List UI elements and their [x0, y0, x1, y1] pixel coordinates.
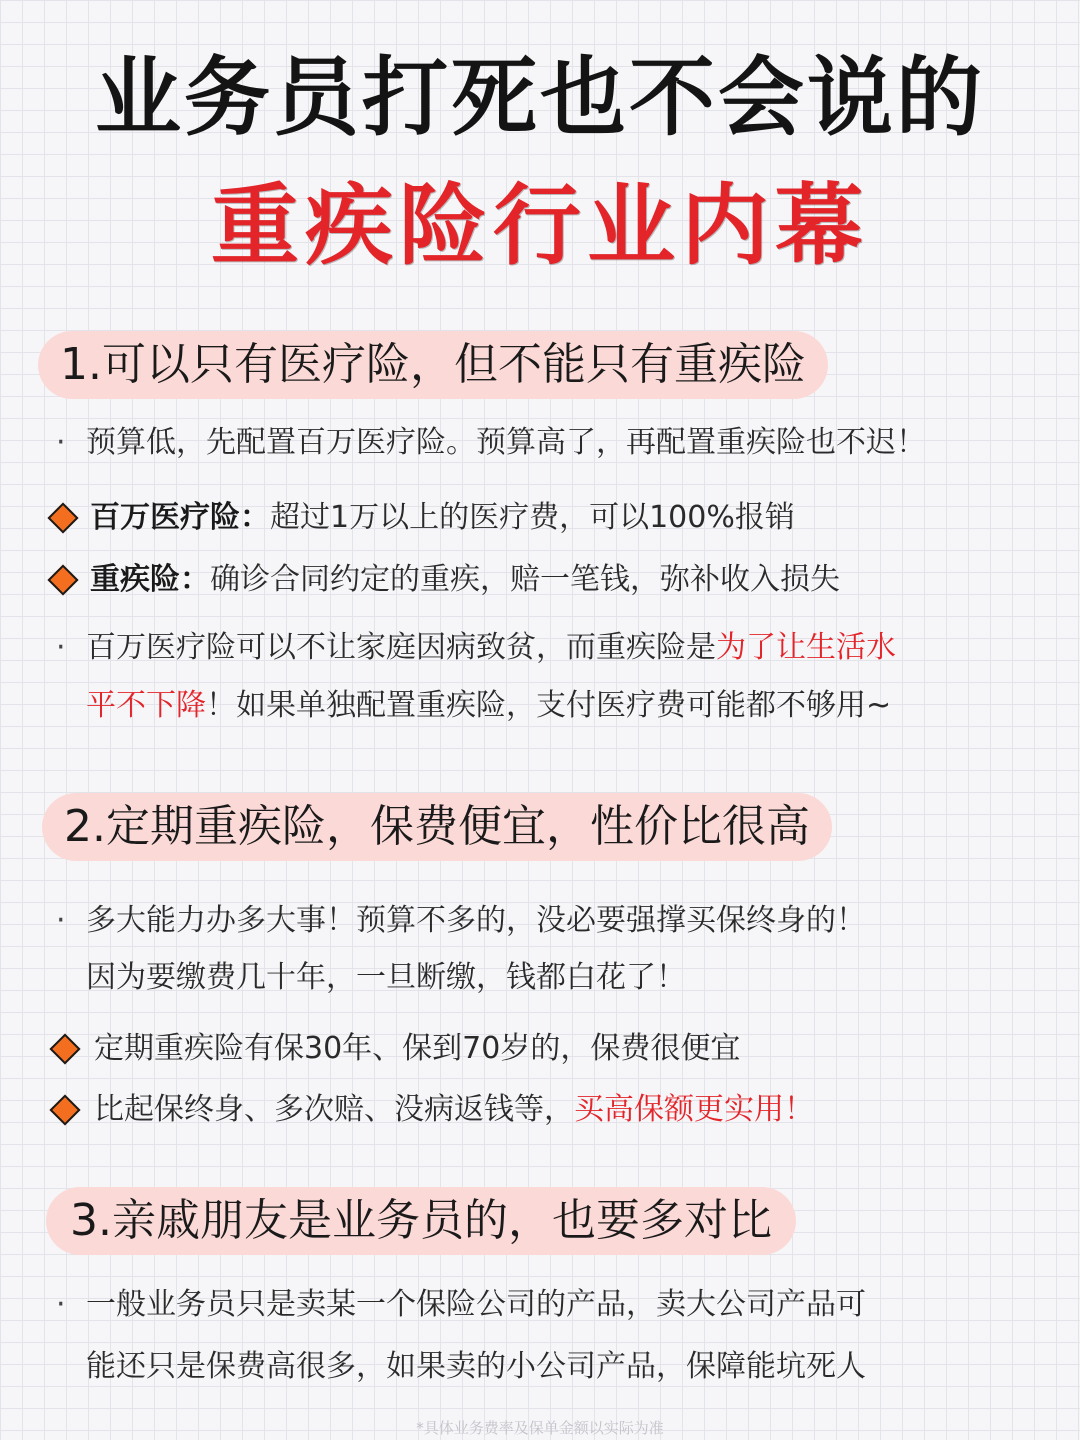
bullet-dot-icon: ·: [56, 630, 66, 665]
page-subtitle: 重疾险行业内幕: [210, 174, 869, 277]
section-1-bullet-2-line-1: [86, 626, 896, 670]
section-1-bullet-2-line-2: [86, 684, 891, 728]
footnote: *具体业务费率及保单金额以实际为准: [416, 1419, 664, 1437]
section-1-diamond-item-2: [90, 558, 840, 602]
text-segment: 百万医疗险可以不让家庭因病致贫，而重疾险是: [86, 630, 716, 665]
highlight-text: 买高保额更实用！: [574, 1092, 814, 1127]
bullet-dot-icon: ·: [56, 425, 66, 460]
medical-insurance-label: 百万医疗险：: [90, 500, 270, 535]
text-segment: 比起保终身、多次赔、没病返钱等，: [94, 1092, 574, 1127]
section-2-heading: 2.定期重疾险，保费便宜，性价比很高: [42, 793, 832, 861]
highlight-text: 为了让生活水: [716, 630, 896, 665]
section-2-diamond-item-1: 定期重疾险有保30年、保到70岁的，保费很便宜: [94, 1031, 741, 1066]
text-segment: ！如果单独配置重疾险，支付医疗费可能都不够用~: [206, 688, 892, 723]
bullet-dot-icon: ·: [56, 1287, 66, 1322]
critical-illness-label: 重疾险：: [90, 562, 210, 597]
section-3-bullet-1-line-1: 一般业务员只是卖某一个保险公司的产品，卖大公司产品可: [86, 1287, 866, 1322]
diamond-bullet-icon: [47, 502, 78, 533]
section-2-bullet-1-line-1: 多大能力办多大事！预算不多的，没必要强撑买保终身的！: [86, 903, 866, 938]
highlight-text: 平不下降: [86, 688, 206, 723]
section-2-bullet-1-line-2: 因为要缴费几十年，一旦断缴，钱都白花了！: [86, 960, 686, 995]
section-1-heading: 1.可以只有医疗险，但不能只有重疾险: [38, 331, 828, 399]
section-2-diamond-item-2: [94, 1088, 814, 1132]
page-title: 业务员打死也不会说的: [95, 48, 985, 148]
diamond-bullet-icon: [47, 564, 78, 595]
medical-insurance-desc: 超过1万以上的医疗费，可以100%报销: [270, 500, 795, 535]
section-3-heading: 3.亲戚朋友是业务员的，也要多对比: [46, 1187, 796, 1255]
section-3-bullet-1-line-2: 能还只是保费高很多，如果卖的小公司产品，保障能坑死人: [86, 1349, 866, 1384]
diamond-bullet-icon: [49, 1094, 80, 1125]
bullet-dot-icon: ·: [56, 903, 66, 938]
critical-illness-desc: 确诊合同约定的重疾，赔一笔钱，弥补收入损失: [210, 562, 840, 597]
section-1-diamond-item-1: [90, 496, 795, 540]
section-1-bullet-1: 预算低，先配置百万医疗险。预算高了，再配置重疾险也不迟！: [86, 425, 926, 460]
diamond-bullet-icon: [49, 1033, 80, 1064]
